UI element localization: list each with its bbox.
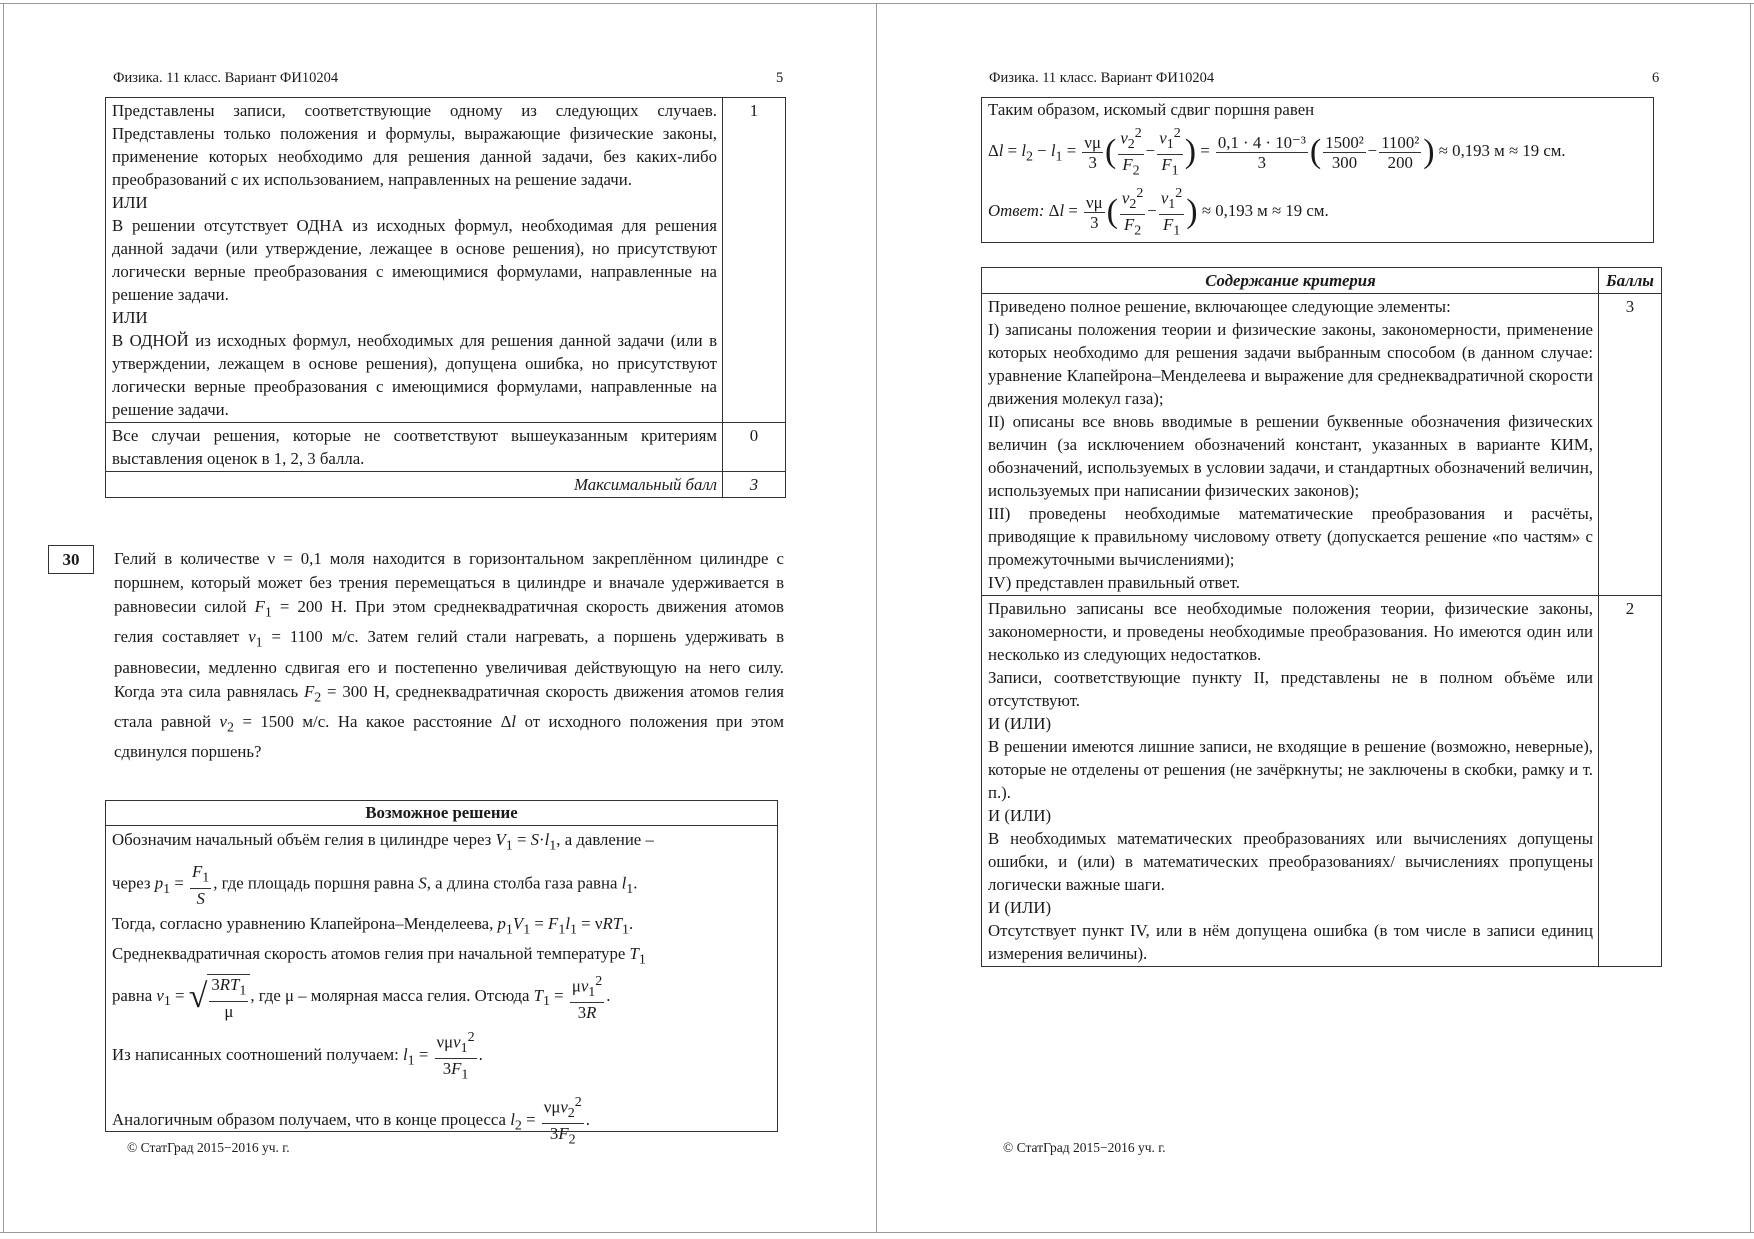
- left-page-footer: © СтатГрад 2015−2016 уч. г.: [127, 1140, 290, 1155]
- task-statement: Гелий в количестве ν = 0,1 моля находится в горизонтальном закреплённом цилиндре с поршнем, который может без трения перемещаться в цилиндре и вначале удерживается в равновесии силой $F_1 = 200$ Н. При этом среднеквадратичная скорость движения атомов гелия составляет $v_1 = 1100$ м/с. Затем гелий стали нагревать, а поршень удерживать в равновесии, медленно сдвигая его и постепенно увеличивая действующую на него силу. Когда эта сила равнялась $F_2 = 300$ Н, среднеквадратичная скорость движения атомов гелия стала равной $v_2 = 1500$ м/с. На какое расстояние Δl от исходного положения при этом сдвинулся поршень?: [114, 549, 785, 762]
- answer-final-result: ≈ 0,193 м ≈ 19 см.: [1201, 201, 1329, 221]
- criteria-paragraph: В решении отсутствует ОДНА из исходных формул, необходимая для решения данной задачи (или утверждение, лежащее в основе решения), но присутствуют логически верные преобразования с имеющимися формулами, направленные на решение задачи.: [112, 216, 717, 304]
- criteria-paragraph: Представлены записи, соответствующие одному из следующих случаев. Представлены только положения и формулы, выражающие физические законы, применение которых необходимо для решения данной задачи, без каких-либо преобразований с их использованием, направленных на решение задачи.: [112, 101, 717, 189]
- task-text-part: = 1100 м/с. Затем гелий стали нагревать, а поршень удерживать в равновесии, медленно сдвигая его и постепенно увеличивая действующую на него силу. Когда эта сила равнялась: [114, 627, 785, 701]
- criteria-paragraph: ИЛИ: [112, 193, 148, 212]
- page-divider: [876, 3, 877, 1233]
- page-border-left: [3, 3, 4, 1233]
- solution-title: Возможное решение: [106, 801, 777, 826]
- criteria-text: [982, 294, 1599, 596]
- answer-result: ≈ 0,193 м ≈ 19 см.: [1438, 141, 1566, 161]
- criteria-paragraph: ИЛИ: [112, 308, 148, 327]
- criteria-score: 0: [723, 423, 786, 472]
- answer-box: [981, 97, 1654, 243]
- criteria-paragraph: И (ИЛИ): [988, 714, 1052, 733]
- task-text-part: Гелий в количестве ν = 0,1 моля находится в горизонтальном закреплённом цилиндре с поршнем, который может без трения перемещаться в цилиндре и вначале удерживается в равновесии силой: [114, 549, 784, 616]
- answer-v2: 1500²: [1325, 132, 1364, 152]
- max-score-row: [106, 472, 786, 498]
- solution-line: Тогда, согласно уравнению Клапейрона–Менделеева, $p_1V_1 = F_1l_1 = \nu RT_1$.: [112, 913, 634, 938]
- criteria-paragraph: Отсутствует пункт IV, или в нём допущена ошибка (в том числе в записи единиц измерения величины).: [988, 921, 1593, 963]
- solution-text: Аналогичным образом получаем, что в конце процесса: [112, 1109, 506, 1129]
- criteria-score: 1: [723, 98, 786, 423]
- solution-line: Аналогичным образом получаем, что в конце процесса $l_2$ = $\frac{\nu\mu v_2^2}{3F_2}$ .: [112, 1094, 590, 1148]
- task-text-part: от исходного положения при этом сдвинулся поршень?: [114, 712, 784, 762]
- criteria-paragraph: В решении имеются лишние записи, не входящие в решение (возможно, неверные), которые не отделены от решения (не зачёркнуты; не заключены в скобки, рамку и т. п.).: [988, 737, 1593, 802]
- solution-text: , где μ – молярная масса гелия. Отсюда: [250, 986, 530, 1006]
- max-score-value: 3: [723, 472, 786, 498]
- page-border-bottom: [0, 1232, 1754, 1233]
- criteria-paragraph: III) проведены необходимые математические преобразования и расчёты, приводящие к правильному числовому ответу (допускается решение «по частям» с промежуточными вычислениями);: [988, 504, 1593, 569]
- answer-constants: 0,1 · 4 · 10⁻³: [1217, 132, 1306, 152]
- criteria-row-score-1: [106, 98, 786, 423]
- max-score-label: Максимальный балл: [106, 472, 723, 498]
- answer-label: Ответ:: [988, 201, 1045, 221]
- criteria-paragraph: Все случаи решения, которые не соответствуют вышеуказанным критериям выставления оценок в 1, 2, 3 балла.: [112, 426, 717, 468]
- task-text-part: = 200 Н. При этом среднеквадратичная скорость движения атомов гелия составляет: [114, 597, 784, 647]
- criteria-paragraph: Записи, соответствующие пункту II, представлены не в полном объёме или отсутствуют.: [988, 668, 1593, 710]
- solution-text: Среднеквадратичная скорость атомов гелия при начальной температуре: [112, 944, 626, 964]
- criteria-row-score-2: [982, 596, 1662, 967]
- task-text-part: = 1500 м/с. На какое расстояние Δ: [233, 712, 512, 732]
- criteria-text: [982, 596, 1599, 967]
- solution-text: , а длина столба газа равна: [426, 873, 618, 893]
- left-page-number: 5: [776, 70, 784, 86]
- criteria-paragraph: II) описаны все вновь вводимые в решении буквенные обозначения физических величин (за исключением обозначений констант, указанных в варианте КИМ, обозначений, используемых в условии задачи, и стандартных обозначений величин, используемых при написании физических законов);: [988, 412, 1593, 500]
- criteria-header-content: Содержание критерия: [982, 268, 1599, 294]
- criteria-score: 2: [1599, 596, 1662, 967]
- answer-intro: Таким образом, искомый сдвиг поршня равен: [988, 100, 1315, 119]
- criteria-text: [106, 98, 723, 423]
- solution-text: , а давление –: [556, 830, 654, 849]
- answer-f2: 300: [1331, 152, 1358, 172]
- criteria-row-score-3: [982, 294, 1662, 596]
- task-text-part: = 300 Н, среднеквадратичная скорость движения атомов гелия стала равной: [114, 681, 785, 732]
- solution-text: через: [112, 873, 151, 893]
- answer-f1: 200: [1387, 152, 1413, 172]
- right-page-header: Физика. 11 класс. Вариант ФИ10204: [989, 70, 1215, 86]
- solution-text: равна: [112, 986, 153, 1006]
- left-page-header: Физика. 11 класс. Вариант ФИ10204: [113, 70, 339, 86]
- answer-formula: $\Delta l = l_2 - l_1$ = $\frac{\nu\mu}{3}$ ( $\frac{v_2^2}{F_2}$ − $\frac{v_1^2}{F_1}$ ) = $\frac{\text{0,1 · 4 · 10⁻³}}{3}$ ( $\frac{\text{1500²}}{300}$ − $\frac{\text{1100²}}{200}$ ) ≈ 0,193 м ≈ 19 см.: [988, 126, 1566, 179]
- page-border-top: [0, 3, 1754, 4]
- answer-line: Ответ: Δl = $\frac{\nu\mu}{3}$ ( $\frac{v_2^2}{F_2}$ − $\frac{v_1^2}{F_1}$ ) ≈ 0,193 м ≈ 19 см.: [988, 186, 1329, 239]
- left-criteria-table: [105, 97, 786, 498]
- criteria-header-row: [982, 268, 1662, 294]
- criteria-paragraph: Правильно записаны все необходимые положения теории, физические законы, закономерности, и проведены необходимые преобразования. Но имеются один или несколько из следующих недостатков.: [988, 599, 1593, 664]
- criteria-paragraph: Приведено полное решение, включающее следующие элементы:: [988, 297, 1451, 316]
- solution-text: , где площадь поршня равна: [213, 873, 415, 893]
- task-number-box: 30: [48, 545, 94, 574]
- solution-text: Тогда, согласно уравнению Клапейрона–Менделеева,: [112, 913, 494, 933]
- right-page-footer: © СтатГрад 2015−2016 уч. г.: [1003, 1140, 1166, 1155]
- solution-line: Среднеквадратичная скорость атомов гелия при начальной температуре $T_1$: [112, 944, 646, 968]
- solution-line: Обозначим начальный объём гелия в цилиндре через $V_1 = S\cdot l_1$, а давление –: [112, 830, 654, 854]
- right-criteria-table: [981, 267, 1662, 967]
- solution-text: Обозначим начальный объём гелия в цилиндре через: [112, 830, 492, 849]
- criteria-paragraph: В ОДНОЙ из исходных формул, необходимых для решения данной задачи (или в утверждении, лежащем в основе решения), допущена ошибка, но присутствуют логически верные преобразования с имеющимися формулами, направленные на решение задачи.: [112, 331, 717, 419]
- criteria-text: [106, 423, 723, 472]
- criteria-paragraph: И (ИЛИ): [988, 806, 1052, 825]
- solution-line: Из написанных соотношений получаем: $l_1$ = $\frac{\nu\mu v_1^2}{3F_1}$ .: [112, 1030, 483, 1083]
- page-border-right: [1750, 3, 1751, 1233]
- right-page-number: 6: [1652, 70, 1660, 86]
- answer-v1: 1100²: [1381, 132, 1420, 152]
- criteria-header-points: Баллы: [1599, 268, 1662, 294]
- criteria-row-score-0: [106, 423, 786, 472]
- criteria-paragraph: В необходимых математических преобразованиях или вычислениях допущены ошибки, и (или) в математических преобразованиях/ вычислениях пропущены логически важные шаги.: [988, 829, 1593, 894]
- solution-line: равна $v_1$ = √ $\frac{3RT_1}{\mu}$ , где μ – молярная масса гелия. Отсюда $T_1$ = $\frac{\mu v_1^2}{3R}$ .: [112, 974, 611, 1023]
- criteria-paragraph: I) записаны положения теории и физические законы, закономерности, применение которых необходимо для решения задачи выбранным способом (в данном случае: уравнение Клапейрона–Менделеева и выражение для среднеквадратичной скорости движения молекул газа);: [988, 320, 1593, 408]
- criteria-score: 3: [1599, 294, 1662, 596]
- solution-line: через $p_1$ = $\frac{F_1}{S}$ , где площадь поршня равна S, а длина столба газа равна $l_1$.: [112, 862, 638, 908]
- solution-text: Из написанных соотношений получаем:: [112, 1045, 399, 1065]
- criteria-paragraph: И (ИЛИ): [988, 898, 1052, 917]
- criteria-paragraph: IV) представлен правильный ответ.: [988, 573, 1240, 592]
